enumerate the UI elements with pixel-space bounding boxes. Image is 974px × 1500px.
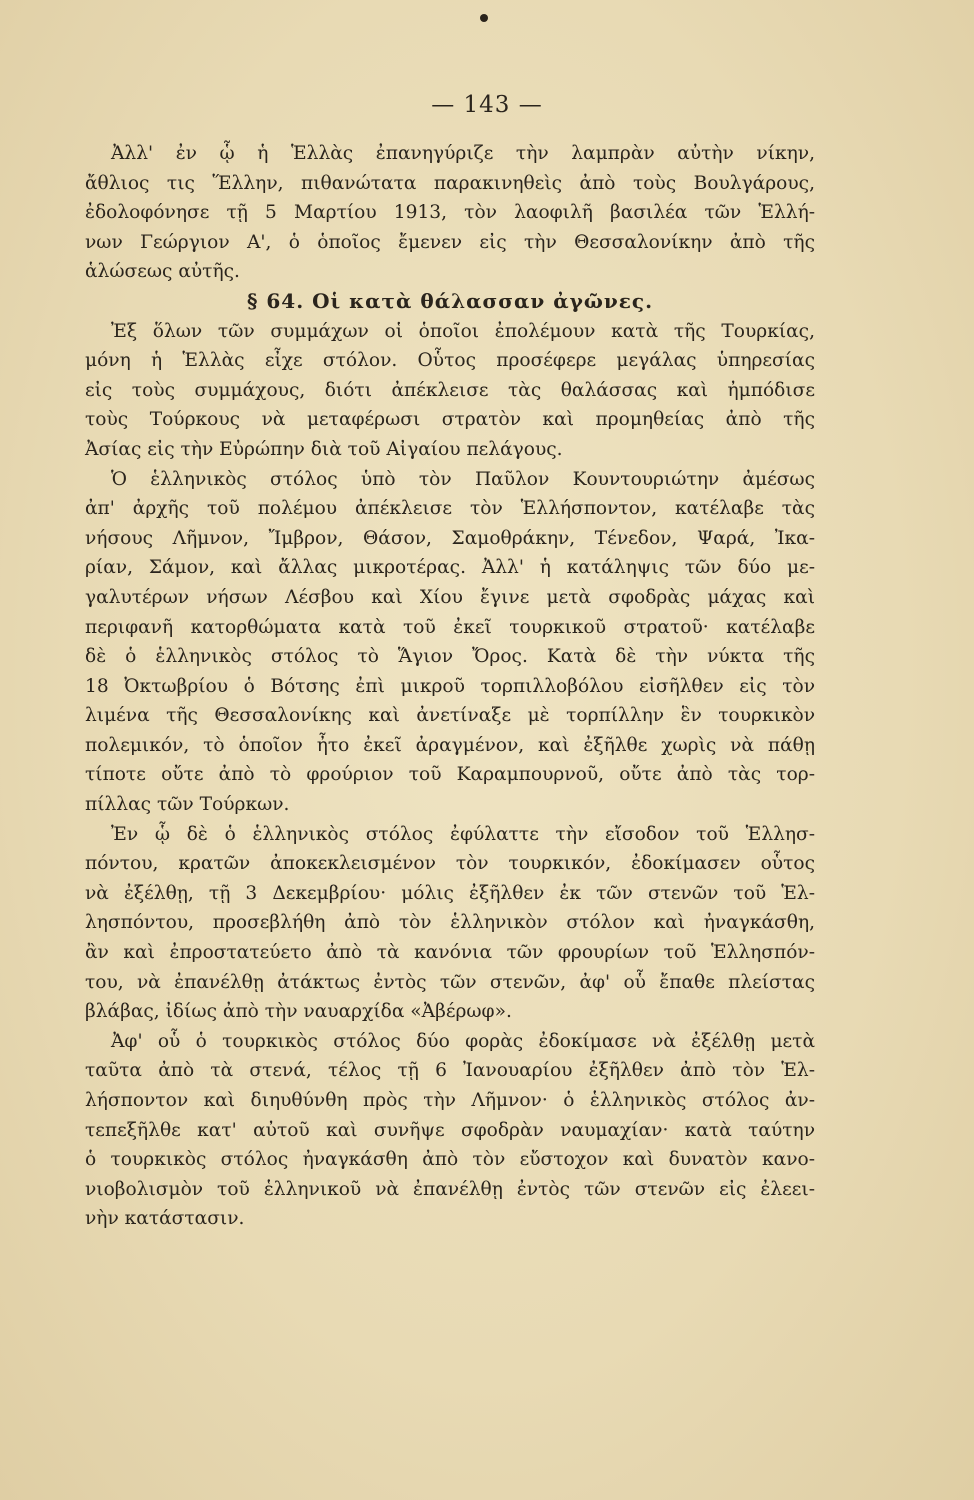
text-line: Ἀσίας εἰς τὴν Εὐρώπην διὰ τοῦ Αἰγαίου πελάγους.: [85, 438, 563, 460]
text-line: ταῦτα ἀπὸ τὰ στενά, τέλος τῇ 6 Ἰανουαρίου ἐξῆλθεν ἀπὸ τὸν Ἑλ-: [85, 1060, 815, 1082]
text-line: νων Γεώργιον Α', ὁ ὁποῖος ἔμενεν εἰς τὴν Θεσσαλονίκην ἀπὸ τῆς: [85, 231, 815, 253]
text-line: εἰς τοὺς συμμάχους, διότι ἀπέκλεισε τὰς θαλάσσας καὶ ἠμπόδισε: [85, 379, 815, 401]
text-line: πολεμικόν, τὸ ὁποῖον ἦτο ἐκεῖ ἀραγμένον, καὶ ἐξῆλθε χωρὶς νὰ πάθῃ: [85, 734, 815, 756]
text-line: τίποτε οὔτε ἀπὸ τὸ φρούριον τοῦ Καραμπουρνοῦ, οὔτε ἀπὸ τὰς τορ-: [85, 764, 815, 786]
text-line: πίλλας τῶν Τούρκων.: [85, 794, 290, 816]
section-heading: § 64. Οἱ κατὰ θάλασσαν ἀγῶνες.: [246, 288, 654, 313]
text-line: νιοβολισμὸν τοῦ ἑλληνικοῦ νὰ ἐπανέλθῃ ἐντὸς τῶν στενῶν εἰς ἐλεει-: [85, 1178, 815, 1200]
text-line: ἁλώσεως αὐτῆς.: [85, 261, 240, 283]
text-line: τοὺς Τούρκους νὰ μεταφέρωσι στρατὸν καὶ προμηθείας ἀπὸ τῆς: [85, 409, 815, 431]
text-line: λήσποντον καὶ διηυθύνθη πρὸς τὴν Λῆμνον· ὁ ἑλληνικὸς στόλος ἀν-: [85, 1090, 815, 1111]
text-line: ἄθλιος τις Ἕλλην, πιθανώτατα παρακινηθεὶς ἀπὸ τοὺς Βουλγάρους,: [85, 172, 815, 194]
text-line: ἀπ' ἀρχῆς τοῦ πολέμου ἀπέκλεισε τὸν Ἑλλήσποντον, κατέλαβε τὰς: [85, 498, 815, 520]
text-line: βλάβας, ἰδίως ἀπὸ τὴν ναυαρχίδα «Ἀβέρωφ».: [85, 1001, 512, 1023]
page-number: — 143 —: [431, 92, 543, 118]
ink-dot: [480, 14, 488, 22]
text-line: του, νὰ ἐπανέλθῃ ἀτάκτως ἐντὸς τῶν στενῶν, ἀφ' οὗ ἔπαθε πλείστας: [85, 971, 815, 993]
text-line: λιμένα τῆς Θεσσαλονίκης καὶ ἀνετίναξε μὲ τορπίλλην ἓν τουρκικὸν: [85, 705, 815, 727]
text-line: γαλυτέρων νήσων Λέσβου καὶ Χίου ἔγινε μετὰ σφοδρὰς μάχας καὶ: [85, 586, 815, 608]
text-line: ἂν καὶ ἐπροστατεύετο ἀπὸ τὰ κανόνια τῶν φρουρίων τοῦ Ἑλλησπόν-: [85, 942, 815, 964]
text-line: 18 Ὀκτωβρίου ὁ Βότσης ἐπὶ μικροῦ τορπιλλοβόλου εἰσῆλθεν εἰς τὸν: [85, 675, 815, 697]
text-line: ἐδολοφόνησε τῇ 5 Μαρτίου 1913, τὸν λαοφιλῆ βασιλέα τῶν Ἑλλή-: [85, 202, 815, 224]
text-line: τεπεξῆλθε κατ' αὐτοῦ καὶ συνῆψε σφοδρὰν ναυμαχίαν· κατὰ ταύτην: [85, 1119, 815, 1141]
text-line: μόνη ἡ Ἑλλὰς εἶχε στόλον. Οὗτος προσέφερε μεγάλας ὑπηρεσίας: [85, 350, 815, 372]
text-line: δὲ ὁ ἑλληνικὸς στόλος τὸ Ἅγιον Ὄρος. Κατὰ δὲ τὴν νύκτα τῆς: [85, 646, 815, 668]
text-line: Ἐξ ὅλων τῶν συμμάχων οἱ ὁποῖοι ἐπολέμουν κατὰ τῆς Τουρκίας,: [111, 320, 815, 342]
text-line: περιφανῆ κατορθώματα κατὰ τοῦ ἐκεῖ τουρκικοῦ στρατοῦ· κατέλαβε: [85, 616, 815, 638]
text-line: πόντου, κρατῶν ἀποκεκλεισμένον τὸν τουρκικόν, ἐδοκίμασεν οὗτος: [85, 853, 815, 875]
text-line: νὰ ἐξέλθῃ, τῇ 3 Δεκεμβρίου· μόλις ἐξῆλθεν ἐκ τῶν στενῶν τοῦ Ἑλ-: [85, 882, 815, 904]
text-line: Ἐν ᾧ δὲ ὁ ἑλληνικὸς στόλος ἐφύλαττε τὴν εἴσοδον τοῦ Ἑλλησ-: [111, 823, 815, 845]
text-line: Ἀφ' οὗ ὁ τουρκικὸς στόλος δύο φορὰς ἐδοκίμασε νὰ ἐξέλθῃ μετὰ: [111, 1030, 815, 1052]
text-line: νήσους Λῆμνον, Ἴμβρον, Θάσον, Σαμοθράκην, Τένεδον, Ψαρά, Ἰκα-: [85, 527, 815, 549]
text-line: ρίαν, Σάμον, καὶ ἄλλας μικροτέρας. Ἀλλ' ἡ κατάληψις τῶν δύο με-: [85, 557, 815, 579]
text-line: ὁ τουρκικὸς στόλος ἠναγκάσθη ἀπὸ τὸν εὔστοχον καὶ δυνατὸν κανο-: [85, 1149, 815, 1171]
text-line: Ὁ ἑλληνικὸς στόλος ὑπὸ τὸν Παῦλον Κουντουριώτην ἀμέσως: [111, 468, 815, 490]
body-text: [85, 139, 815, 1234]
text-line: νὴν κατάστασιν.: [85, 1208, 245, 1230]
text-line: λησπόντου, προσεβλήθη ἀπὸ τὸν ἑλληνικὸν στόλον καὶ ἠναγκάσθη,: [85, 912, 815, 934]
text-line: Ἀλλ' ἐν ᾧ ἡ Ἑλλὰς ἐπανηγύριζε τὴν λαμπρὰν αὐτὴν νίκην,: [111, 143, 815, 164]
